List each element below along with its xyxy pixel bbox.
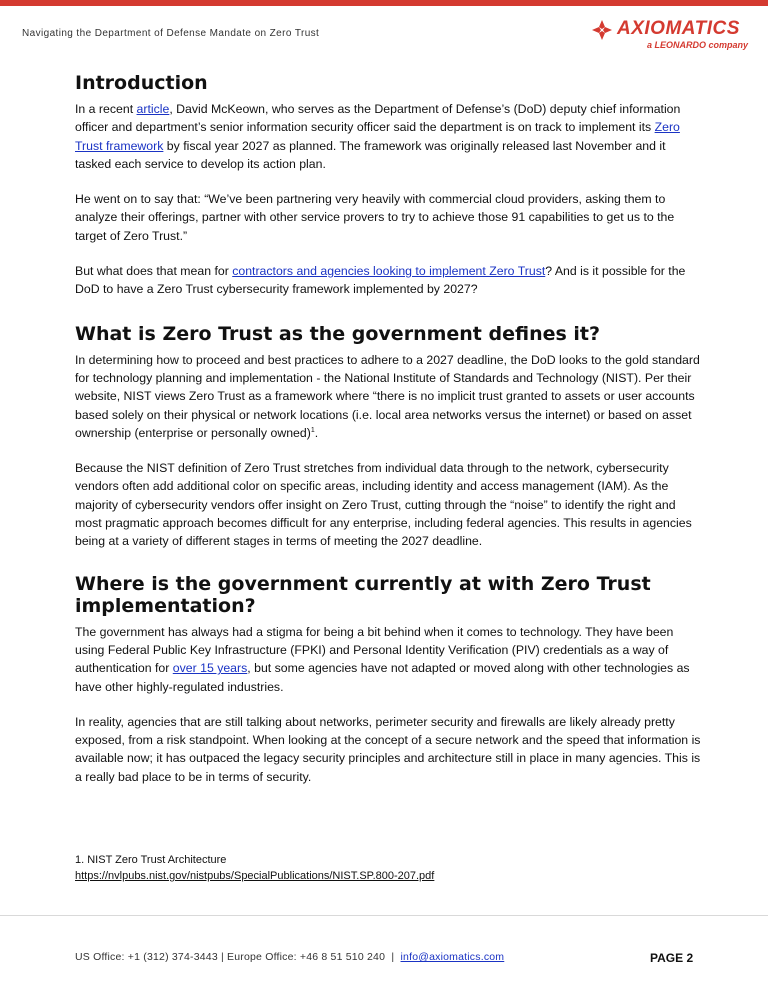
definition-paragraph-2: Because the NIST definition of Zero Trust stretches from individual data through to the network, cybersecurity vendors often add additional color on specific areas, including identity and access management (IAM). As the majority of cybersecurity vendors offer insight on Zero Trust, cutting through the “noise” to identify the right and most pragmatic approach becomes difficult for any enterprise, including federal agencies. This results in agencies being at a variety of different stages in terms of meeting the 2027 deadline. xyxy=(75,461,692,549)
office-phones: US Office: +1 (312) 374-3443 | Europe Office: +46 8 51 510 240 | xyxy=(75,951,401,963)
axiomatics-logo-icon xyxy=(590,18,614,42)
status-paragraph-1 xyxy=(75,623,705,696)
text-run: ? And is it possible for the DoD to have a Zero Trust cybersecurity framework implemented by 2027? xyxy=(75,264,686,297)
footer-divider xyxy=(0,915,768,916)
footnote-url-link[interactable]: https://nvlpubs.nist.gov/nistpubs/SpecialPublications/NIST.SP.800-207.pdf xyxy=(75,870,435,882)
axiomatics-logo xyxy=(590,18,750,52)
page-number: PAGE 2 xyxy=(650,951,694,965)
intro-paragraph-2: He went on to say that: “We’ve been partnering very heavily with commercial cloud providers, asking them to analyze their offerings, partner with other service provers to try to achieve those 91 capabilities to get us to the target of Zero Trust.” xyxy=(75,192,675,243)
section-heading-status: Where is the government currently at with Zero Trust implementation? xyxy=(75,572,651,617)
logo-wordmark: AXIOMATICS xyxy=(617,18,740,39)
text-run: , but some agencies have not adapted or moved along with other technologies as have other highly-regulated industries. xyxy=(75,661,690,694)
contractors-agencies-link[interactable]: contractors and agencies looking to implement Zero Trust xyxy=(232,264,546,279)
footnote-label: 1. NIST Zero Trust Architecture xyxy=(75,854,227,866)
intro-paragraph-3 xyxy=(75,262,705,299)
text-run: . xyxy=(314,425,319,440)
footnote-marker[interactable]: 1 xyxy=(310,426,315,434)
footnote xyxy=(75,852,434,884)
text-run: The government has always had a stigma for being a bit behind when it comes to technology. They have been using Federal Public Key Infrastructure (FPKI) and Personal Identity Verification (PIV) credentials as a way of authentication for xyxy=(75,624,674,676)
article-link[interactable]: article xyxy=(136,102,170,116)
text-run: In determining how to proceed and best practices to adhere to a 2027 deadline, the DoD looks to the gold standard for technology planning and implementation - the National Institute of Standards and Technology (NIST). Per their website, NIST views Zero Trust as a framework where “there is no implicit trust granted to assets or user accounts based solely on their physical or network locations (i.e. local area networks versus the internet) or based on asset ownership (enterprise or personally owned) xyxy=(75,352,700,440)
section-heading-definition: What is Zero Trust as the government defines it? xyxy=(75,322,601,345)
text-run: by fiscal year 2027 as planned. The framework was originally released last November and it tasked each service to develop its action plan. xyxy=(75,138,666,171)
footer-contact xyxy=(75,951,504,963)
text-run: In a recent xyxy=(75,102,137,116)
over-15-years-link[interactable]: over 15 years xyxy=(172,661,248,676)
definition-paragraph-1 xyxy=(75,351,705,442)
text-run: But what does that mean for xyxy=(75,264,233,279)
section-heading-introduction: Introduction xyxy=(75,72,208,94)
header-accent-bar xyxy=(0,0,768,6)
intro-paragraph-1 xyxy=(75,100,705,173)
status-paragraph-2: In reality, agencies that are still talking about networks, perimeter security and firewalls are likely already pretty exposed, from a risk standpoint. When looking at the concept of a secure network and the speed that information is available now; it has outpaced the legacy security principles and architecture still in place in many agencies. This is a really bad place to be in terms of security. xyxy=(75,714,701,784)
document-body xyxy=(75,72,705,803)
email-link[interactable]: info@axiomatics.com xyxy=(400,951,505,963)
document-header-title: Navigating the Department of Defense Mandate on Zero Trust xyxy=(22,28,320,39)
logo-subtext: a LEONARDO company xyxy=(646,40,748,50)
zero-trust-framework-link[interactable]: Zero Trust framework xyxy=(75,120,680,153)
text-run: , David McKeown, who serves as the Department of Defense’s (DoD) deputy chief information officer and department’s senior information security officer said the department is on track to implement its xyxy=(75,102,681,135)
